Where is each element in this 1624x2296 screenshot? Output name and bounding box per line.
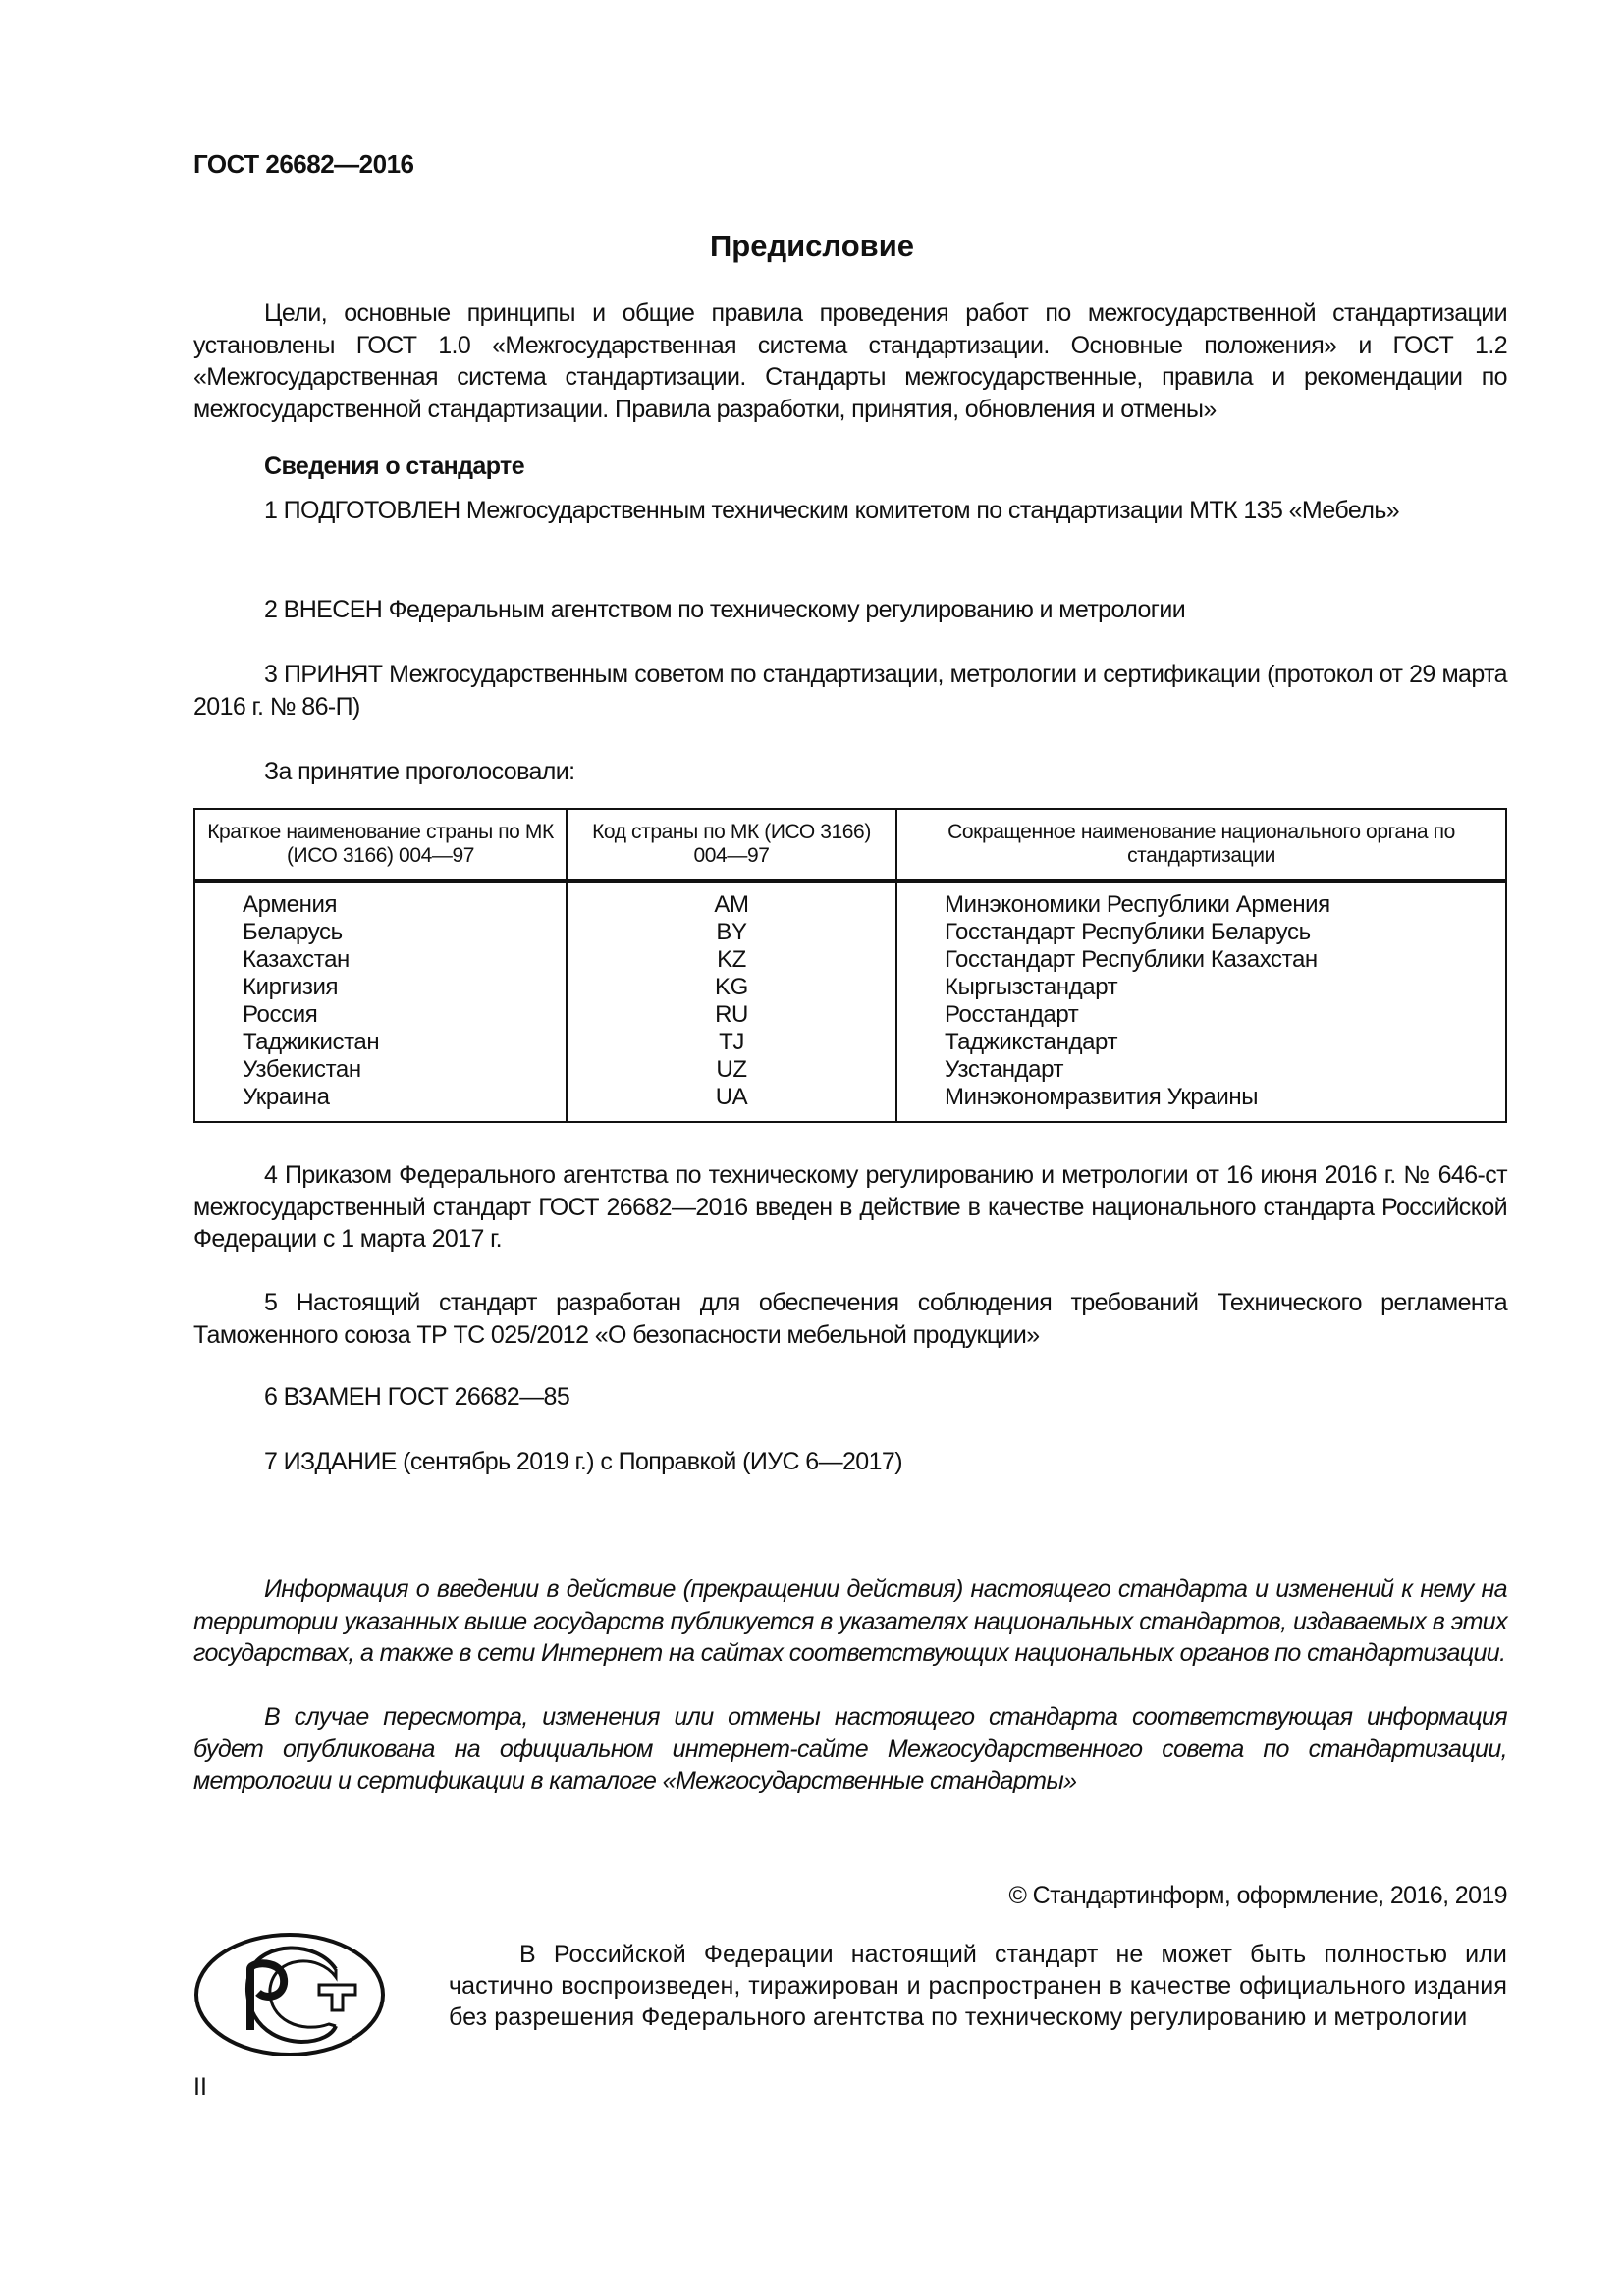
header-body: Сокращенное наименование национального органа по стандартизации [896, 809, 1506, 881]
body-column [896, 881, 1506, 1123]
document-code: ГОСТ 26682—2016 [193, 149, 414, 179]
country-cell: Казахстан [243, 946, 350, 973]
body-cell: Росстандарт [945, 1001, 1079, 1028]
header-country: Краткое наименование страны по МК (ИСО 3166) 004—97 [194, 809, 567, 881]
country-cell: Узбекистан [243, 1056, 361, 1083]
country-cell: Украина [243, 1084, 330, 1110]
item-5: 5 Настоящий стандарт разработан для обеспечения соблюдения требований Технического регламента Таможенного союза ТР ТС 025/2012 «О безопасности мебельной продукции» [193, 1289, 1507, 1349]
item-7: 7 ИЗДАНИЕ (сентябрь 2019 г.) с Поправкой (ИУС 6—2017) [264, 1448, 902, 1475]
body-cell: Минэкономики Республики Армения [945, 891, 1330, 918]
country-cell: Армения [243, 891, 338, 918]
page-number: II [193, 2073, 207, 2101]
item-1: 1 ПОДГОТОВЛЕН Межгосударственным техническим комитетом по стандартизации МТК 135 «Мебель» [264, 497, 1400, 524]
item-3: 3 ПРИНЯТ Межгосударственным советом по стандартизации, метрологии и сертификации (протокол от 29 марта 2016 г. № 86-П) [193, 661, 1507, 721]
code-cell: KZ [717, 946, 746, 973]
notice-paragraph-1: Информация о введении в действие (прекращении действия) настоящего стандарта и изменений к нему на территории указанных выше государств публикуется в указателях национальных стандартов, издаваемых в этих государствах, а также в сети Интернет на сайтах соответствующих национальных органов по стандартизации. [193, 1575, 1507, 1667]
page-title: Предисловие [709, 229, 914, 263]
body-cell: Госстандарт Республики Беларусь [945, 919, 1311, 945]
voting-table [193, 808, 1507, 1123]
code-cell: TJ [719, 1029, 744, 1055]
table-header-row [194, 809, 1506, 881]
intro-paragraph: Цели, основные принципы и общие правила проведения работ по межгосударственной стандартизации установлены ГОСТ 1.0 «Межгосударственная система стандартизации. Основные положения» и ГОСТ 1.2 «Межгосударственная система стандартизации. Стандарты межгосударственные, правила и рекомендации по межгосударственной стандартизации. Правила разработки, принятия, обновления и отмены» [193, 299, 1507, 423]
country-column [194, 881, 567, 1123]
country-cell: Россия [243, 1001, 318, 1028]
legal-notice: В Российской Федерации настоящий стандарт не может быть полностью или частично воспроизведен, тиражирован и распространен в качестве официального издания без разрешения Федерального агентства по техническому регулированию и метрологии [449, 1941, 1507, 2031]
body-cell: Госстандарт Республики Казахстан [945, 946, 1318, 973]
code-cell: BY [716, 919, 747, 945]
code-cell: KG [715, 974, 748, 1000]
copyright-line: © Стандартинформ, оформление, 2016, 2019 [1008, 1882, 1507, 1909]
item-2: 2 ВНЕСЕН Федеральным агентством по техническому регулированию и метрологии [264, 596, 1186, 623]
country-cell: Киргизия [243, 974, 339, 1000]
code-cell: AM [714, 891, 749, 918]
voted-label: За принятие проголосовали: [264, 758, 575, 785]
country-cell: Беларусь [243, 919, 343, 945]
code-cell: UZ [716, 1056, 747, 1083]
body-cell: Узстандарт [945, 1056, 1064, 1083]
code-cell: RU [715, 1001, 748, 1028]
country-cell: Таджикистан [243, 1029, 380, 1055]
body-cell: Минэкономразвития Украины [945, 1084, 1259, 1110]
code-column [567, 881, 896, 1123]
rst-certification-mark-icon [193, 1932, 386, 2057]
notice-paragraph-2: В случае пересмотра, изменения или отмены настоящего стандарта соответствующая информация будет опубликована на официальном интернет-сайте Межгосударственного совета по стандартизации, метрологии и сертификации в каталоге «Межгосударственные стандарты» [193, 1703, 1507, 1794]
item-6: 6 ВЗАМЕН ГОСТ 26682—85 [264, 1383, 570, 1411]
table-row [194, 881, 1506, 1123]
info-heading: Сведения о стандарте [264, 453, 525, 480]
body-cell: Кыргызстандарт [945, 974, 1118, 1000]
body-cell: Таджикстандарт [945, 1029, 1118, 1055]
item-4: 4 Приказом Федерального агентства по техническому регулированию и метрологии от 16 июня 2016 г. № 646-ст межгосударственный стандарт ГОСТ 26682—2016 введен в действие в качестве национального стандарта Российской Федерации с 1 марта 2017 г. [193, 1161, 1507, 1253]
header-code: Код страны по МК (ИСО 3166) 004—97 [567, 809, 896, 881]
code-cell: UA [715, 1084, 748, 1110]
